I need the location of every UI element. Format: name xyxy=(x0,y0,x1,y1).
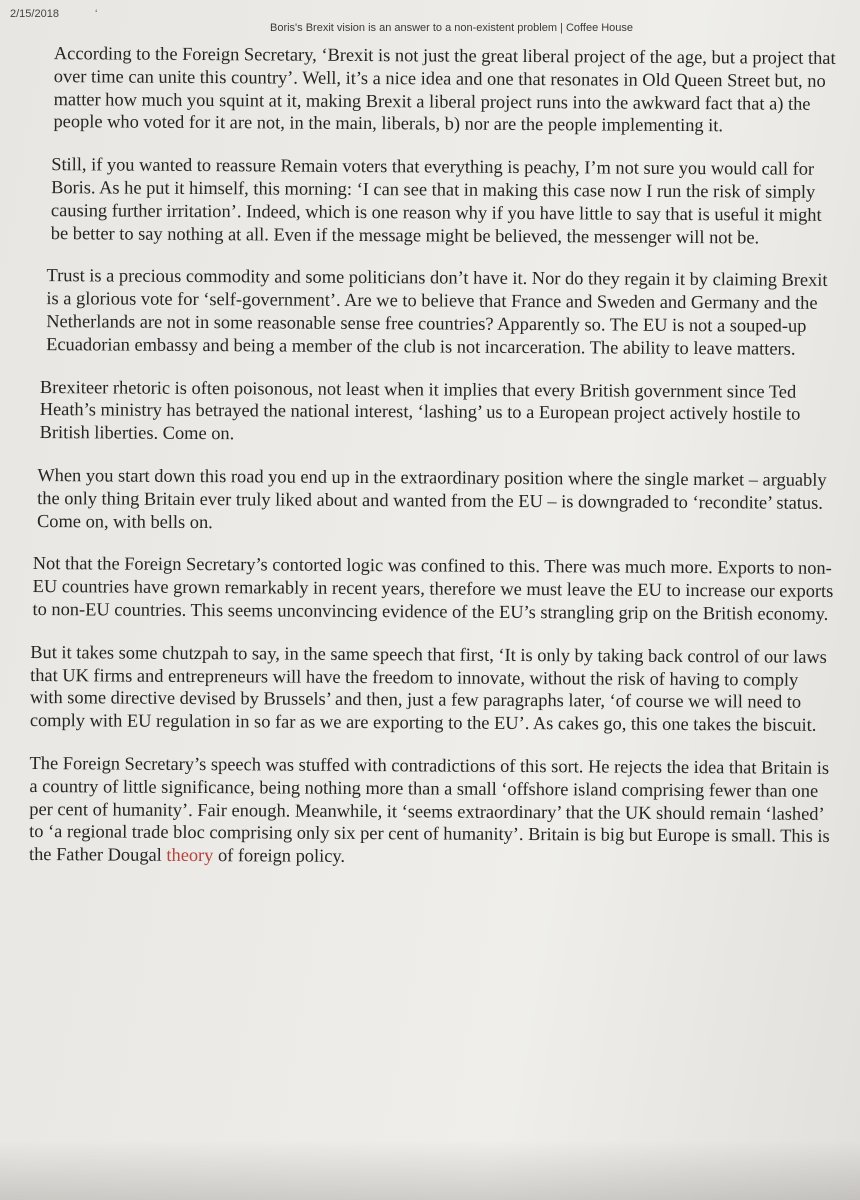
paragraph-3: Trust is a precious commodity and some politicians don’t have it. Nor do they regain it by claiming Brexit is a glorious vote for ‘self-government’. Are we to believe that France and Sweden and Germany and the Netherlands are not in some reasonable sense free countries? Apparently so. The EU is not a souped-up Ecuadorian embassy and being a member of the club is not incarceration. The ability to leave matters. xyxy=(46,265,828,359)
paragraph-6: Not that the Foreign Secretary’s contorted logic was confined to this. There was much more. Exports to non-EU countries have grown remarkably in recent years, therefore we must leave the EU to increase our exports to non-EU countries. This seems unconvincing evidence of the EU’s strangling grip on the British economy. xyxy=(32,553,834,624)
paragraph-2: Still, if you wanted to reassure Remain voters that everything is peachy, I’m not sure you would call for Boris. As he put it himself, this morning: ‘I can see that in making this case now I run the risk of simply causing further irritation’. Indeed, which is one reason why if you have little to say that is useful it might be better to say nothing at all. Even if the message might be believed, the messenger will not be. xyxy=(50,154,822,248)
paragraph-7: But it takes some chutzpah to say, in the same speech that first, ‘It is only by taking back control of our laws that UK firms and entrepreneurs will have the freedom to innovate, without the risk of having to comply with some directive devised by Brussels’ and then, just a few paragraphs later, ‘of course we will need to comply with EU regulation in so far as we are exporting to the EU’. As cakes go, this one takes the biscuit. xyxy=(29,641,827,735)
theory-link[interactable]: theory xyxy=(166,844,214,866)
paragraph-5: When you start down this road you end up in the extraordinary position where the single market – arguably the only thing Britain ever truly liked about and wanted from the EU – is downgraded to ‘recondite’ status. Come on, with bells on. xyxy=(37,464,827,532)
paragraph-8 xyxy=(27,752,833,871)
page-shadow xyxy=(0,1140,860,1200)
article-body xyxy=(27,42,837,891)
page-header-title: Boris's Brexit vision is an answer to a non-existent problem | Coffee House xyxy=(270,22,634,34)
paragraph-8-text: The Foreign Secretary’s speech was stuffed with contradictions of this sort. He rejects the idea that Britain is a country of little significance, being nothing more than a small ‘offshore island comprising fewer than one per cent of humanity’. Fair enough. Meanwhile, it ‘seems extraordinary’ that the UK should remain ‘lashed’ to ‘a regional trade bloc comprising only six per cent of humanity’. Britain is big but Europe is small. This is the Father Dougal xyxy=(28,752,830,865)
paragraph-4: Brexiteer rhetoric is often poisonous, not least when it implies that every British government since Ted Heath’s ministry has betrayed the national interest, ‘lashing’ us to a European project actively hostile to British liberties. Come on. xyxy=(39,376,801,444)
paragraph-8-tail: of foreign policy. xyxy=(213,845,346,867)
header-mark: ‘ xyxy=(95,8,98,20)
print-date: 2/15/2018 xyxy=(10,8,59,20)
paragraph-1: According to the Foreign Secretary, ‘Brexit is not just the great liberal project of the age, but a project that over time can unite this country’. Well, it’s a nice idea and one that resonates in Old Queen Street but, no matter how much you squint at it, making Brexit a liberal project runs into the awkward fact that a) the people who voted for it are not, in the main, liberals, b) nor are the people implementing it. xyxy=(53,43,836,136)
